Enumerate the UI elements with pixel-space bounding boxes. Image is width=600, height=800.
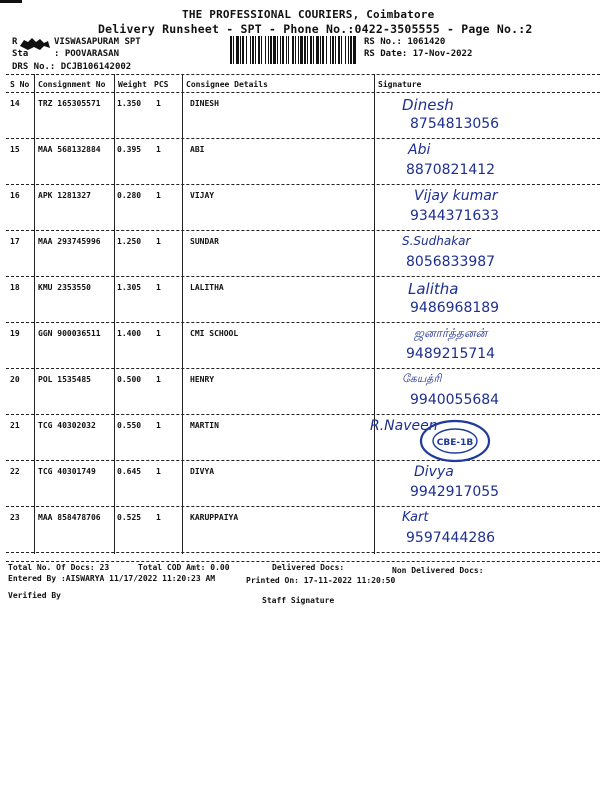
branch-name: VISWASAPURAM SPT [54, 37, 141, 47]
col-header-sno: S No [10, 80, 30, 89]
row-consignment-no: KMU 2353550 [38, 283, 91, 292]
handwritten-signature: Dinesh [402, 96, 454, 114]
row-consignment-no: MAA 293745996 [38, 237, 101, 246]
table-row [0, 184, 600, 230]
row-sno: 19 [10, 329, 20, 338]
row-consignee: DIVYA [190, 467, 215, 476]
table-row [0, 92, 600, 138]
row-sno: 20 [10, 375, 20, 384]
barcode-bar [304, 36, 306, 64]
handwritten-signature: ஜனார்த்தனன் [414, 326, 488, 340]
barcode-bar [265, 36, 266, 64]
barcode-bar [316, 36, 319, 64]
barcode-bar [261, 36, 262, 64]
handwritten-phone: 8056833987 [406, 254, 496, 270]
handwritten-phone: 9489215714 [406, 346, 496, 362]
handwritten-signature: Kart [402, 510, 429, 525]
row-pcs: 1 [156, 99, 161, 108]
handwritten-signature: Abi [408, 142, 431, 158]
row-pcs: 1 [156, 375, 161, 384]
handwritten-signature: S.Sudhakar [402, 234, 471, 248]
barcode-bar [233, 36, 234, 64]
row-weight: 1.350 [117, 99, 142, 108]
table-row [0, 138, 600, 184]
row-sno: 22 [10, 467, 20, 476]
handwritten-phone: 9940055684 [410, 392, 500, 408]
verified-by: Verified By [8, 591, 61, 600]
row-sno: 15 [10, 145, 20, 154]
staff-signature: Staff Signature [262, 596, 335, 605]
row-consignment-no: TCG 40301749 [38, 467, 96, 476]
row-separator [6, 552, 600, 553]
drs-number: DRS No.: DCJB106142002 [12, 62, 132, 72]
barcode-bar [338, 36, 340, 64]
runsheet-title: Delivery Runsheet - SPT - Phone No.:0422-3505555 - Page No.:2 [98, 22, 533, 36]
handwritten-phone: 9942917055 [410, 484, 500, 500]
barcode-bar [353, 36, 356, 64]
row-sno: 17 [10, 237, 20, 246]
barcode-bar [313, 36, 314, 64]
table-row [0, 368, 600, 414]
row-pcs: 1 [156, 467, 161, 476]
rs-date: RS Date: 17-Nov-2022 [364, 49, 473, 59]
row-consignee: VIJAY [190, 191, 215, 200]
footer-top-rule [6, 561, 600, 562]
handwritten-signature: Lalitha [408, 280, 459, 298]
row-weight: 1.305 [117, 283, 142, 292]
barcode-bar [270, 36, 272, 64]
handwritten-signature: R.Naveen [370, 418, 438, 434]
row-pcs: 1 [156, 513, 161, 522]
barcode-bar [326, 36, 327, 64]
row-consignee: LALITHA [190, 283, 224, 292]
company-title: THE PROFESSIONAL COURIERS, Coimbatore [182, 8, 435, 21]
non-delivered-docs: Non Delivered Docs: [392, 566, 484, 575]
row-sno: 21 [10, 421, 20, 430]
handwritten-phone: 9597444286 [406, 530, 496, 546]
row-consignee: HENRY [190, 375, 215, 384]
barcode-bar [240, 36, 241, 64]
handwritten-phone: 8754813056 [410, 116, 500, 132]
printed-on: Printed On: 17-11-2022 11:20:50 [246, 576, 396, 585]
barcode-bar [322, 36, 324, 64]
row-sno: 23 [10, 513, 20, 522]
barcode-bar [341, 36, 342, 64]
barcode-bar [258, 36, 260, 64]
table-row [0, 506, 600, 552]
row-weight: 0.280 [117, 191, 142, 200]
barcode-bar [236, 36, 239, 64]
barcode-bar [280, 36, 281, 64]
col-header-consignee: Consignee Details [186, 80, 268, 89]
barcode-icon [230, 36, 356, 64]
row-pcs: 1 [156, 329, 161, 338]
row-consignment-no: MAA 858478706 [38, 513, 101, 522]
row-sno: 14 [10, 99, 20, 108]
row-weight: 0.550 [117, 421, 142, 430]
barcode-bar [282, 36, 284, 64]
row-consignee: SUNDAR [190, 237, 219, 246]
barcode-bar [298, 36, 299, 64]
row-sno: 18 [10, 283, 20, 292]
barcode-bar [252, 36, 254, 64]
barcode-bar [335, 36, 336, 64]
barcode-bar [268, 36, 269, 64]
col-header-weight: Weight [118, 80, 147, 89]
row-pcs: 1 [156, 237, 161, 246]
branch-prefix: R [12, 37, 18, 47]
staff-name: : POOVARASAN [54, 49, 120, 59]
col-header-pcs: PCS [154, 80, 169, 89]
delivered-docs: Delivered Docs: [272, 563, 345, 572]
row-consignee: ABI [190, 145, 205, 154]
handwritten-signature: கேயத்ரி [402, 372, 442, 385]
row-sno: 16 [10, 191, 20, 200]
row-consignment-no: TCG 40302032 [38, 421, 96, 430]
barcode-bar [300, 36, 303, 64]
row-consignee: CMI SCHOOL [190, 329, 239, 338]
row-consignee: KARUPPAIYA [190, 513, 239, 522]
barcode-bar [310, 36, 312, 64]
barcode-bar [345, 36, 346, 64]
row-pcs: 1 [156, 421, 161, 430]
barcode-bar [295, 36, 296, 64]
row-consignee: DINESH [190, 99, 219, 108]
table-row [0, 460, 600, 506]
row-consignment-no: APK 1281327 [38, 191, 91, 200]
barcode-bar [332, 36, 334, 64]
row-pcs: 1 [156, 191, 161, 200]
row-consignee: MARTIN [190, 421, 219, 430]
total-cod: Total COD Amt: 0.00 [138, 563, 230, 572]
row-weight: 1.400 [117, 329, 142, 338]
barcode-bar [277, 36, 278, 64]
barcode-bar [307, 36, 308, 64]
handwritten-phone: 9486968189 [410, 300, 500, 316]
row-consignment-no: MAA 568132884 [38, 145, 101, 154]
barcode-bar [320, 36, 321, 64]
entered-by: Entered By :AISWARYA 11/17/2022 11:20:23 AM [8, 574, 216, 583]
row-consignment-no: GGN 900036511 [38, 329, 101, 338]
row-pcs: 1 [156, 283, 161, 292]
barcode-bar [246, 36, 247, 64]
barcode-bar [242, 36, 244, 64]
table-row [0, 322, 600, 368]
total-docs: Total No. Of Docs: 23 [8, 563, 110, 572]
barcode-bar [350, 36, 352, 64]
handwritten-phone: 8870821412 [406, 162, 496, 178]
barcode-bar [286, 36, 287, 64]
row-weight: 0.645 [117, 467, 142, 476]
row-weight: 1.250 [117, 237, 142, 246]
barcode-bar [273, 36, 276, 64]
col-header-signature: Signature [378, 80, 422, 89]
barcode-bar [288, 36, 289, 64]
barcode-bar [348, 36, 349, 64]
table-row [0, 276, 600, 322]
barcode-bar [292, 36, 294, 64]
stamp-text: CBE-1B [436, 438, 474, 448]
col-header-consignment: Consignment No [38, 80, 106, 89]
row-pcs: 1 [156, 145, 161, 154]
header-top-rule [6, 74, 600, 75]
handwritten-phone: 9344371633 [410, 208, 500, 224]
scan-corner-mark [0, 0, 22, 3]
courier-stamp-icon [418, 418, 492, 464]
row-consignment-no: POL 1535485 [38, 375, 91, 384]
row-weight: 0.395 [117, 145, 142, 154]
barcode-bar [255, 36, 256, 64]
row-weight: 0.500 [117, 375, 142, 384]
barcode-bar [230, 36, 232, 64]
table-row [0, 230, 600, 276]
table-row [0, 414, 600, 460]
barcode-bar [250, 36, 251, 64]
barcode-bar [330, 36, 331, 64]
row-consignment-no: TRZ 165305571 [38, 99, 101, 108]
handwritten-signature: Divya [414, 464, 454, 480]
rs-number: RS No.: 1061420 [364, 37, 446, 47]
staff-prefix: Sta [12, 49, 29, 59]
row-weight: 0.525 [117, 513, 142, 522]
handwritten-signature: Vijay kumar [414, 188, 498, 204]
